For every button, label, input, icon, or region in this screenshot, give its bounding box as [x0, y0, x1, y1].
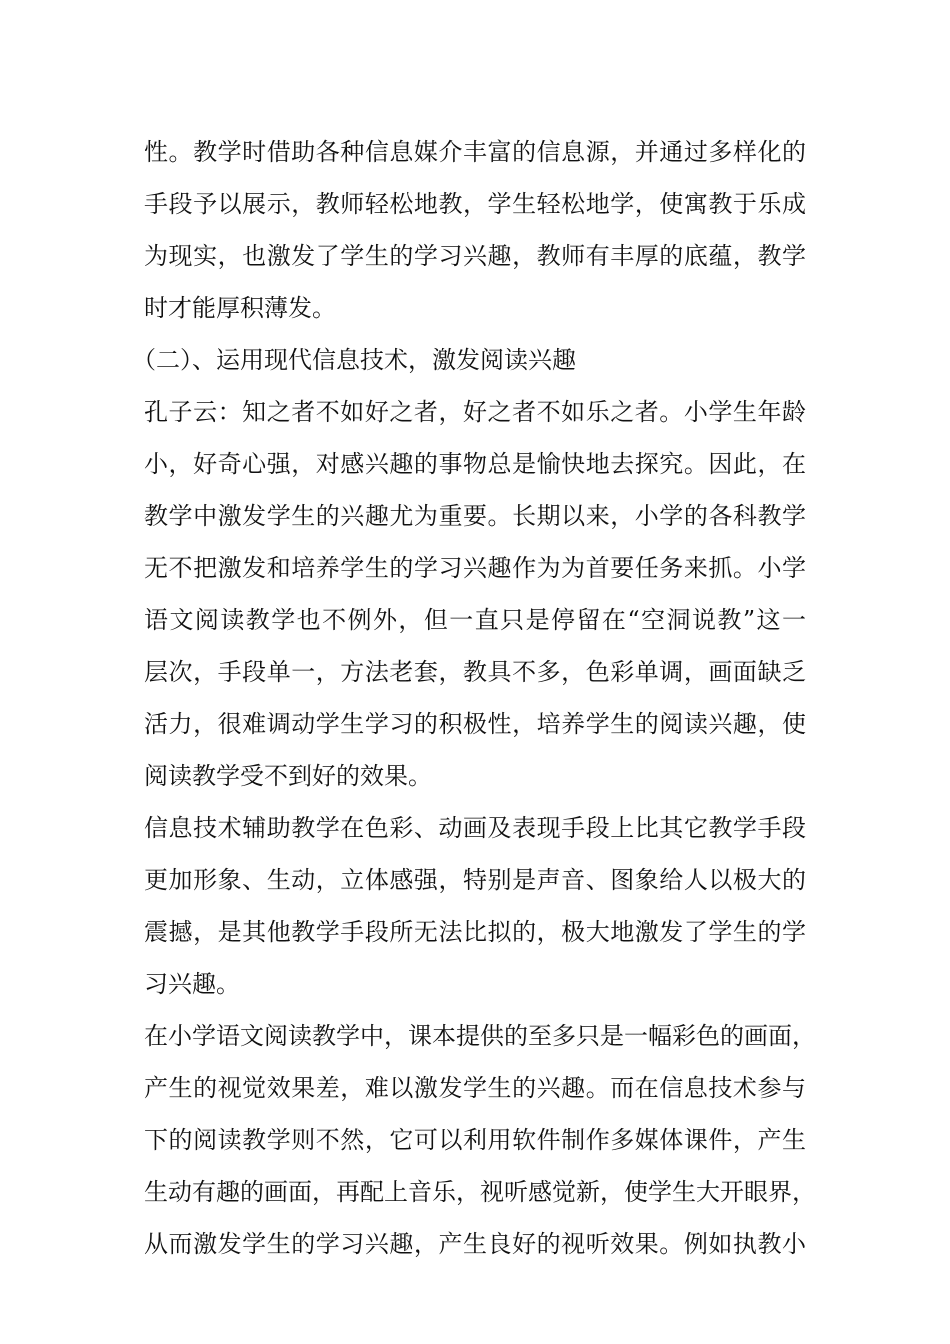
text-line: 下的阅读教学则不然，它可以利用软件制作多媒体课件，产生 — [144, 1126, 806, 1154]
text-line: 语文阅读教学也不例外，但一直只是停留在“空洞说教”这一 — [144, 606, 806, 634]
text-line: 更加形象、生动，立体感强，特别是声音、图象给人以极大的 — [144, 866, 806, 894]
text-line: 教学中激发学生的兴趣尤为重要。长期以来，小学的各科教学 — [144, 502, 806, 530]
text-line: 时才能厚积薄发。 — [144, 294, 336, 322]
text-line: 小，好奇心强，对感兴趣的事物总是愉快地去探究。因此，在 — [144, 450, 806, 478]
text-line: 信息技术辅助教学在色彩、动画及表现手段上比其它教学手段 — [144, 814, 806, 842]
text-line: 阅读教学受不到好的效果。 — [144, 762, 432, 790]
text-line: 手段予以展示，教师轻松地教，学生轻松地学，使寓教于乐成 — [144, 190, 806, 218]
text-line: 层次，手段单一，方法老套，教具不多，色彩单调，画面缺乏 — [144, 658, 806, 686]
text-line: 在小学语文阅读教学中，课本提供的至多只是一幅彩色的画面， — [144, 1022, 816, 1050]
text-line: 孔子云：知之者不如好之者，好之者不如乐之者。小学生年龄 — [144, 398, 806, 426]
text-line: 性。教学时借助各种信息媒介丰富的信息源，并通过多样化的 — [144, 138, 806, 166]
text-line: 活力，很难调动学生学习的积极性，培养学生的阅读兴趣，使 — [144, 710, 806, 738]
text-line: 无不把激发和培养学生的学习兴趣作为为首要任务来抓。小学 — [144, 554, 806, 582]
text-line: 习兴趣。 — [144, 970, 240, 998]
text-line: 产生的视觉效果差，难以激发学生的兴趣。而在信息技术参与 — [144, 1074, 806, 1102]
section-heading: （二）、运用现代信息技术，激发阅读兴趣 — [132, 346, 576, 374]
text-line: 为现实，也激发了学生的学习兴趣，教师有丰厚的底蕴，教学 — [144, 242, 806, 270]
text-line: 震撼，是其他教学手段所无法比拟的，极大地激发了学生的学 — [144, 918, 806, 946]
text-line: 生动有趣的画面，再配上音乐，视听感觉新，使学生大开眼界， — [144, 1178, 816, 1206]
text-line: 从而激发学生的学习兴趣，产生良好的视听效果。例如执教小 — [144, 1230, 806, 1258]
document-body — [132, 126, 816, 1270]
